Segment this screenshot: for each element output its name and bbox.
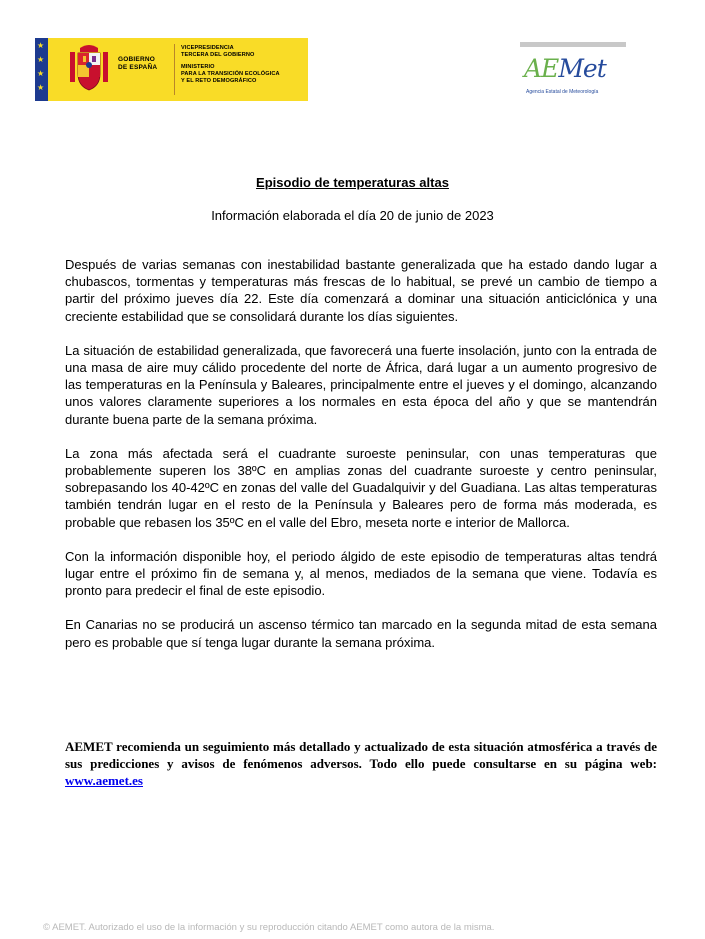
- recommendation-text: AEMET recomienda un seguimiento más detallado y actualizado de esta situación atmosférica a través de sus predicciones y avisos de fenómenos adversos. Todo ello puede consultarse en su página web:: [65, 739, 657, 772]
- banner-divider: [174, 44, 175, 95]
- star-icon: ★: [37, 41, 45, 50]
- document-date: Información elaborada el día 20 de junio de 2023: [211, 208, 494, 223]
- paragraph: La situación de estabilidad generalizada, que favorecerá una fuerte insolación, junto con la entrada de una masa de aire muy cálido procedente del norte de África, dará lugar a un aumento progresivo de las temperaturas en la Península y Baleares, principalmente entre el jueves y el domingo, alcanzando unos valores claramente superiores a los normales en esta época del año y que se mantendrán durante buena parte de la semana próxima.: [65, 342, 657, 427]
- document-title: Episodio de temperaturas altas: [256, 175, 449, 190]
- document-body: [65, 256, 657, 668]
- paragraph: Después de varias semanas con inestabilidad bastante generalizada que ha estado dando lugar a chubascos, tormentas y temperaturas más frescas de lo habitual, se prevé un cambio de tiempo a partir del próximo jueves día 22. Este día comenzará a dominar una situación anticiclónica y una creciente estabilidad que se consolidará durante los días siguientes.: [65, 257, 657, 324]
- ministry-line: PARA LA TRANSICIÓN ECOLÓGICA: [181, 71, 280, 77]
- star-icon: ★: [37, 69, 45, 78]
- aemet-logo: [520, 42, 626, 102]
- vice-line: VICEPRESIDENCIA: [181, 45, 234, 51]
- paragraph: En Canarias no se producirá un ascenso térmico tan marcado en la segunda mitad de esta semana pero es probable que sí tenga lugar durante la semana próxima.: [65, 617, 657, 650]
- eu-flag-strip: [35, 38, 48, 101]
- logo-top-bar: [520, 42, 626, 47]
- gobierno-name: GOBIERNO DE ESPAÑA: [118, 56, 158, 71]
- footer-copyright: © AEMET. Autorizado el uso de la información y su reproducción citando AEMET como autora de la misma.: [43, 922, 495, 933]
- ministry-line: Y EL RETO DEMOGRÁFICO: [181, 78, 257, 84]
- aemet-website-link[interactable]: www.aemet.es: [65, 773, 143, 789]
- paragraph: La zona más afectada será el cuadrante suroeste peninsular, con unas temperaturas que probablemente superen los 38ºC en amplias zonas del cuadrante suroeste y centro peninsular, sobrepasando los 40-42ºC en zonas del valle del Guadalquivir y del Guadiana. Las altas temperaturas también tendrán lugar en el resto de la Península y Baleares pero de forma más moderada, es probable que rebasen los 35ºC en el valle del Ebro, meseta norte e interior de Mallorca.: [65, 445, 657, 530]
- star-icon: ★: [37, 55, 45, 64]
- aemet-subtitle: Agencia Estatal de Meteorología: [526, 89, 599, 95]
- aemet-logo-text: AEMet: [524, 54, 606, 83]
- vice-line: TERCERA DEL GOBIERNO: [181, 52, 255, 58]
- ministry-block: [181, 45, 306, 101]
- star-icon: ★: [37, 83, 45, 92]
- gobierno-banner: [35, 38, 308, 101]
- coat-of-arms-icon: [68, 44, 110, 94]
- ministry-line: MINISTERIO: [181, 64, 215, 70]
- paragraph: Con la información disponible hoy, el periodo álgido de este episodio de temperaturas altas tendrá lugar entre el próximo fin de semana y, al menos, mediados de la semana que viene. Todavía es pronto para predecir el final de este episodio.: [65, 548, 657, 599]
- recommendation: [65, 738, 657, 790]
